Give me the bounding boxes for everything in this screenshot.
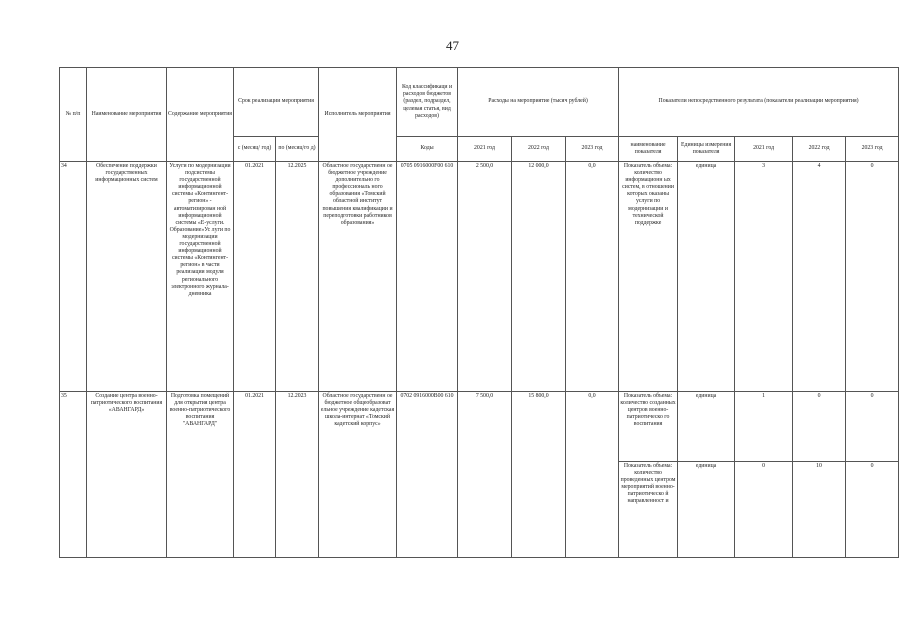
- row-ind-name: Показатель объема: количество информационн ых систем, в отношении которых оказаны услуги по модернизации и технической поддержке: [619, 162, 678, 392]
- page-number: 47: [446, 38, 459, 53]
- header-name: Наименование мероприятия: [87, 68, 167, 162]
- row-exp-2022: 12 000,0: [512, 162, 566, 392]
- row-ind-2022: 4: [793, 162, 846, 392]
- row-ind-2021: 3: [735, 162, 793, 392]
- table-row-34: [60, 162, 899, 392]
- row-to: 12.2023: [276, 392, 319, 558]
- header-codes: Коды: [397, 137, 458, 162]
- row-exp-2023: 0,0: [566, 392, 619, 558]
- header-ind-name: наименование показателя: [619, 137, 678, 162]
- row-executor: Областное государственн ое бюджетное общеобразоват ельное учреждение кадетская школа-интернат «Томский кадетский корпус»: [319, 392, 397, 558]
- row-exp-2021: 2 500,0: [458, 162, 512, 392]
- row-to: 12.2025: [276, 162, 319, 392]
- row-ind-2021: 1: [735, 392, 793, 462]
- header-expenses: Расходы на мероприятие (тысяч рублей): [458, 68, 619, 137]
- header-exp-2021: 2021 год: [458, 137, 512, 162]
- header-exp-2022: 2022 год: [512, 137, 566, 162]
- row-exp-2022: 15 800,0: [512, 392, 566, 558]
- header-term-to: по (месяц/го д): [276, 137, 319, 162]
- row-num: 34: [60, 162, 87, 392]
- row-ind-2023: 0: [846, 162, 899, 392]
- row-ind-unit: единица: [678, 162, 735, 392]
- table-row-35: [60, 392, 899, 462]
- header-term-from: с (месяц/ год): [234, 137, 276, 162]
- row-content: Услуги по модернизации подсистемы государственной информационной системы «Контингент-регион» - автоматизирован ной информационной системы «Е-услуги. Образование»Ус луги по модернизации государственной информационной системы «Контингент-регион» в части реализации модуля регионального электронного журнала-дневника: [167, 162, 234, 392]
- header-executor: Исполнитель мероприятия: [319, 68, 397, 162]
- row-ind-unit: единица: [678, 392, 735, 462]
- header-row-1: [60, 68, 899, 137]
- measures-table: [59, 67, 899, 558]
- row-from: 01.2021: [234, 392, 276, 558]
- row-name: Обеспечение поддержки государственных информационных систем: [87, 162, 167, 392]
- header-content: Содержание мероприятия: [167, 68, 234, 162]
- header-ind-2023: 2023 год: [846, 137, 899, 162]
- row-codes: 0705 0916000F00 610: [397, 162, 458, 392]
- header-indicators: Показатели непосредственного результата (показатели реализации мероприятия): [619, 68, 899, 137]
- header-ind-2022: 2022 год: [793, 137, 846, 162]
- row-ind-2023: 0: [846, 392, 899, 462]
- row-ind-name: Показатель объема: количество проведенных центром мероприятий военно-патриотическо й направленност и: [619, 462, 678, 558]
- row-codes: 0702 0916000B00 610: [397, 392, 458, 558]
- row-name: Создание центра военно-патриотического воспитания «АВАНГАРД»: [87, 392, 167, 558]
- row-num: 35: [60, 392, 87, 558]
- row-ind-2023: 0: [846, 462, 899, 558]
- row-ind-2022: 10: [793, 462, 846, 558]
- header-term: Срок реализации мероприятия: [234, 68, 319, 137]
- row-ind-name: Показатель объема: количество созданных центров военно-патриотическо го воспитания: [619, 392, 678, 462]
- row-from: 01.2021: [234, 162, 276, 392]
- header-code-class: Код классификаци и расходов бюджетов (раздел, подраздел, целевая статья, вид расходов): [397, 68, 458, 137]
- header-num: № п/п: [60, 68, 87, 162]
- row-exp-2023: 0,0: [566, 162, 619, 392]
- row-executor: Областное государственн ое бюджетное учреждение дополнительно го профессиональ ного образования «Томский областной институт повышения квалификации и переподготовки работников образования»: [319, 162, 397, 392]
- row-exp-2021: 7 500,0: [458, 392, 512, 558]
- row-ind-2022: 0: [793, 392, 846, 462]
- header-exp-2023: 2023 год: [566, 137, 619, 162]
- header-ind-2021: 2021 год: [735, 137, 793, 162]
- row-content: Подготовка помещений для открытия центра военно-патриотического воспитания "АВАНГАРД": [167, 392, 234, 558]
- row-ind-unit: единица: [678, 462, 735, 558]
- row-ind-2021: 0: [735, 462, 793, 558]
- header-ind-unit: Единицы измерения показателя: [678, 137, 735, 162]
